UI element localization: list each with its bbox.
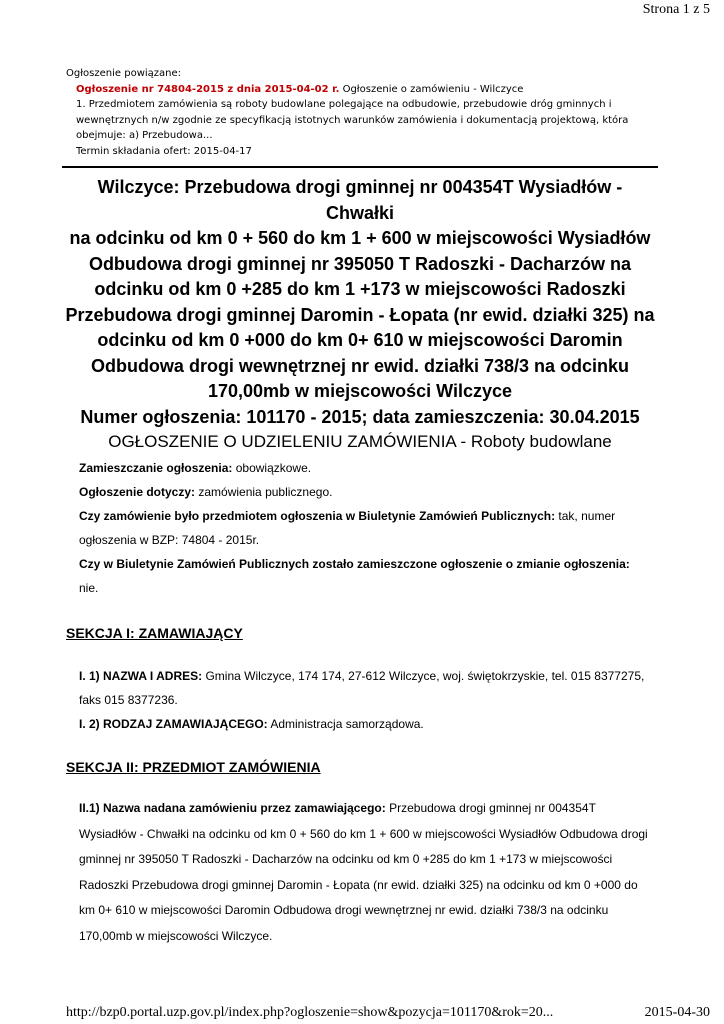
- contract-name-row: [79, 796, 663, 822]
- title-line: odcinku od km 0 +285 do km 1 +173 w miejscowości Radoszki: [94, 279, 626, 299]
- page-number: Strona 1 z 5: [642, 2, 710, 17]
- concerns-value: zamówienia publicznego.: [195, 485, 333, 499]
- notice-title: [62, 175, 658, 454]
- concerns-row: [79, 480, 663, 504]
- title-line: Odbudowa drogi wewnętrznej nr ewid. działki 738/3 na odcinku: [90, 355, 630, 376]
- placement-value: obowiązkowe.: [232, 461, 312, 475]
- related-notice-link[interactable]: Ogłoszenie nr 74804-2015 z dnia 2015-04-02 r.: [76, 83, 340, 95]
- notice-type: OGŁOSZENIE O UDZIELENIU ZAMÓWIENIA - Roboty budowlane: [108, 432, 612, 451]
- title-line: Przebudowa drogi gminnej Daromin - Łopata (nr ewid. działki 325) na: [65, 304, 655, 325]
- bzp-row: [79, 504, 663, 528]
- divider: [62, 166, 658, 168]
- contract-name-label: II.1) Nazwa nadana zamówieniu przez zamawiającego:: [79, 801, 386, 815]
- related-description: 1. Przedmiotem zamówienia są roboty budowlane polegające na odbudowie, przebudowie dróg gminnych i wewnętrznych n/w zgodnie ze specyfikacją istotnych warunków zamówienia i dokumentacją projektową, która obejmuje: a) Przebudowa...: [76, 99, 629, 141]
- change-row: [79, 552, 663, 576]
- placement-row: [79, 456, 663, 480]
- section1-heading: SEKCJA I: ZAMAWIAJĄCY: [66, 625, 243, 641]
- title-line: Wilczyce: Przebudowa drogi gminnej nr 004354T Wysiadłów - Chwałki: [97, 177, 623, 223]
- change-value: nie.: [79, 581, 99, 595]
- bzp-number: ogłoszenia w BZP: 74804 - 2015r.: [79, 533, 260, 547]
- contracting-type-row: [79, 712, 663, 736]
- title-line: na odcinku od km 0 + 560 do km 1 + 600 w miejscowości Wysiadłów: [69, 228, 651, 248]
- bzp-value: tak, numer: [555, 509, 616, 523]
- related-deadline: Termin składania ofert: 2015-04-17: [76, 145, 252, 157]
- contract-name-line: Wysiadłów - Chwałki na odcinku od km 0 + 560 do km 1 + 600 w miejscowości Wysiadłów Odbudowa drogi: [79, 826, 648, 841]
- related-label: Ogłoszenie powiązane:: [66, 68, 182, 79]
- fax-line: faks 015 8377236.: [79, 693, 178, 707]
- section1-content: [79, 664, 663, 736]
- bzp-label: Czy zamówienie było przedmiotem ogłoszenia w Biuletynie Zamówień Publicznych:: [79, 509, 556, 523]
- title-line: Odbudowa drogi gminnej nr 395050 T Radoszki - Dacharzów na: [88, 253, 632, 274]
- contract-name-line: gminnej nr 395050 T Radoszki - Dacharzów na odcinku od km 0 +285 do km 1 +173 w miejscowości: [79, 852, 613, 866]
- section2-heading: SEKCJA II: PRZEDMIOT ZAMÓWIENIA: [66, 759, 321, 775]
- concerns-label: Ogłoszenie dotyczy:: [79, 485, 196, 499]
- contracting-type-label: I. 2) RODZAJ ZAMAWIAJĄCEGO:: [79, 717, 268, 731]
- section2-content: [79, 796, 663, 949]
- contracting-type-value: Administracja samorządowa.: [267, 717, 424, 731]
- title-line: 170,00mb w miejscowości Wilczyce: [208, 381, 512, 401]
- change-label: Czy w Biuletynie Zamówień Publicznych zostało zamieszczone ogłoszenie o zmianie ogłoszenia:: [79, 557, 630, 571]
- footer-date: 2015-04-30: [644, 1005, 710, 1020]
- name-address-value: Gmina Wilczyce, 174 174, 27-612 Wilczyce, woj. świętokrzyskie, tel. 015 8377275,: [202, 669, 645, 683]
- contract-name-line: Radoszki Przebudowa drogi gminnej Daromin - Łopata (nr ewid. działki 325) na odcinku od km 0 +000 do: [79, 877, 638, 892]
- footer-url: http://bzp0.portal.uzp.gov.pl/index.php?ogloszenie=show&pozycja=101170&rok=20...: [66, 1005, 554, 1020]
- notice-number-line: Numer ogłoszenia: 101170 - 2015; data zamieszczenia: 30.04.2015: [80, 406, 640, 427]
- contract-name-line: km 0+ 610 w miejscowości Daromin Odbudowa drogi wewnętrznej nr ewid. działki 738/3 na odcinku: [79, 903, 609, 917]
- notice-info: [79, 456, 663, 600]
- name-address-row: [79, 664, 663, 688]
- placement-label: Zamieszczanie ogłoszenia:: [79, 461, 233, 475]
- contract-name-line: Przebudowa drogi gminnej nr 004354T: [385, 801, 596, 815]
- contract-name-line: 170,00mb w miejscowości Wilczyce.: [79, 928, 273, 943]
- title-line: odcinku od km 0 +000 do km 0+ 610 w miejscowości Daromin: [97, 330, 623, 350]
- related-link-suffix: Ogłoszenie o zamówieniu - Wilczyce: [339, 83, 524, 95]
- name-address-label: I. 1) NAZWA I ADRES:: [79, 669, 203, 683]
- related-notice: [66, 66, 666, 159]
- related-link-line: [76, 82, 666, 98]
